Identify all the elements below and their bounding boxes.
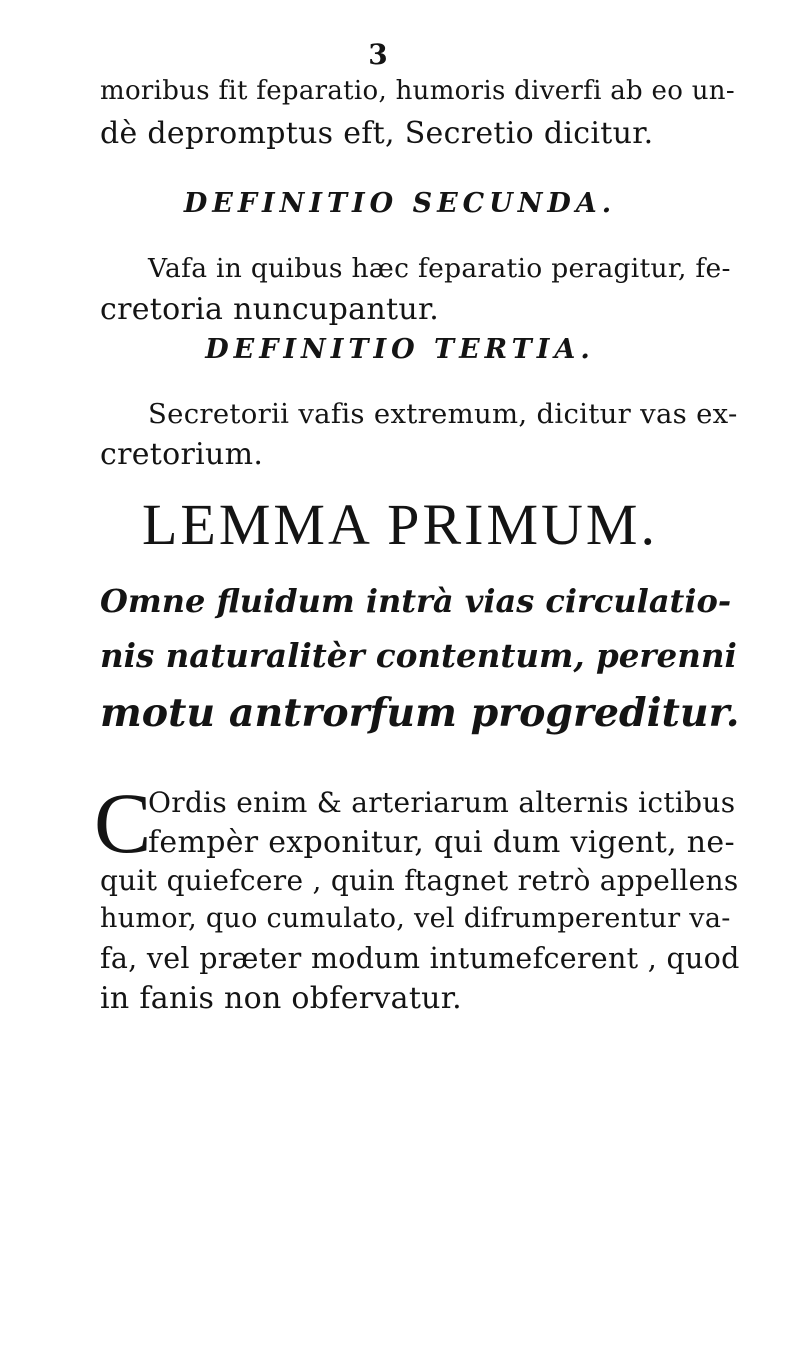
definition-3-heading: DEFINITIO TERTIA. (205, 334, 595, 365)
definition-3-line-1: Secretorii vafis extremum, dicitur vas ex- (148, 398, 738, 430)
definition-2-line-2: cretoria nuncupantur. (100, 292, 440, 327)
proof-line-2: fempèr exponitur, qui dum vigent, ne- (148, 825, 735, 860)
proof-line-1: Ordis enim & arteriarum alternis ictibus (148, 786, 736, 819)
definition-3-line-2: cretorium. (100, 437, 264, 472)
proof-line-3: quit quiefcere , quin ftagnet retrò appellens (100, 864, 739, 897)
definition-2-line-1: Vafa in quibus hæc feparatio peragitur, fe- (148, 253, 731, 284)
proposition-line-1: Omne fluidum intrà vias circulatio- (100, 582, 732, 620)
intro-line-2: dè depromptus eft, Secretio dicitur. (100, 116, 654, 151)
drop-cap-letter: C (94, 775, 152, 871)
page-number: 3 (368, 38, 388, 71)
proposition-line-3: motu antrorfum progreditur. (100, 690, 740, 736)
definition-2-heading: DEFINITIO SECUNDA. (183, 188, 617, 219)
intro-line-1: moribus fit feparatio, humoris diverfi ab eo un- (100, 76, 735, 106)
proposition-line-2: nis naturalitèr contentum, perenni (100, 636, 737, 675)
proof-line-6: in fanis non obfervatur. (100, 981, 462, 1016)
proof-line-5: fa, vel præter modum intumefcerent , quod (100, 942, 740, 975)
proof-line-4: humor, quo cumulato, vel difrumperentur va- (100, 903, 731, 934)
lemma-heading: LEMMA PRIMUM. (142, 492, 658, 557)
